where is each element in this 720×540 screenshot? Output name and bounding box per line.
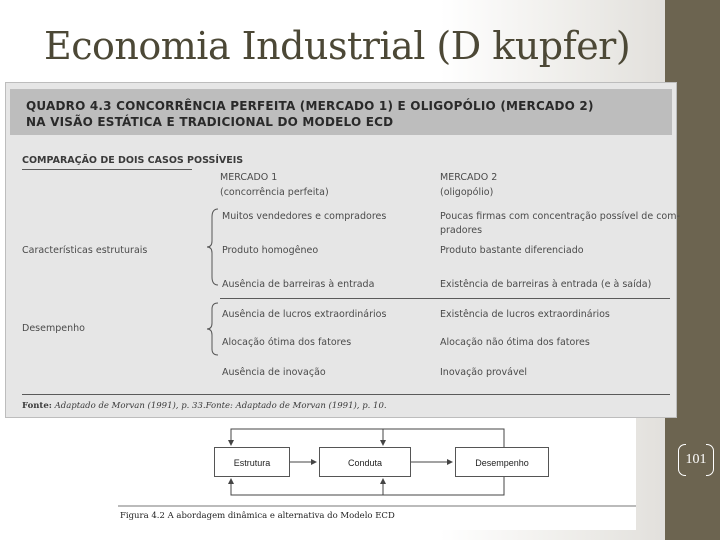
table-header [10,89,672,135]
m1-row1: Muitos vendedores e compradores [222,211,387,222]
table-header-line2: NA VISÃO ESTÁTICA E TRADICIONAL DO MODELO ECD [26,115,394,129]
performance-label: Desempenho [22,323,85,334]
structural-brace [206,207,220,287]
page-number [676,446,716,474]
box-desempenho: Desempenho [455,447,549,477]
market2-title: MERCADO 2 [440,172,498,183]
m2-row1b: pradores [440,225,483,236]
source-note [22,401,387,411]
row-separator [220,298,670,299]
table-header-line1: QUADRO 4.3 CONCORRÊNCIA PERFEITA (MERCADO 1) E OLIGOPÓLIO (MERCADO 2) [26,99,594,113]
market2-subtitle: (oligopólio) [440,187,494,198]
page-number-right-bracket [706,444,714,476]
m2-row5: Alocação não ótima dos fatores [440,337,590,348]
page-number-text: 101 [685,452,707,467]
m2-row2: Produto bastante diferenciado [440,245,584,256]
section-underline [22,169,192,170]
m1-row2: Produto homogêneo [222,245,319,256]
market1-subtitle: (concorrência perfeita) [220,187,329,198]
page-number-left-bracket [678,444,686,476]
structural-label: Características estruturais [22,245,148,256]
m2-row3: Existência de barreiras à entrada (e à saída) [440,279,652,290]
m1-row3: Ausência de barreiras à entrada [222,279,375,290]
section-title: COMPARAÇÃO DE DOIS CASOS POSSÍVEIS [22,155,244,166]
source-label: Fonte: [22,401,52,411]
m1-row5: Alocação ótima dos fatores [222,337,352,348]
slide-title: Economia Industrial (D kupfer) [44,24,631,68]
box-estrutura: Estrutura [214,447,290,477]
market1-title: MERCADO 1 [220,172,278,183]
m2-row6: Inovação provável [440,367,528,378]
m1-row4: Ausência de lucros extraordinários [222,309,387,320]
performance-brace [206,301,220,357]
quadro-table-image [5,82,680,418]
ecd-figure [118,418,636,530]
m2-row4: Existência de lucros extraordinários [440,309,610,320]
m2-row1a: Poucas firmas com concentração possível de com- [440,211,680,222]
source-text: Adaptado de Morvan (1991), p. 33.Fonte: Adaptado de Morvan (1991), p. 10. [54,401,387,411]
box-conduta: Conduta [319,447,411,477]
figure-caption: Figura 4.2 A abordagem dinâmica e alternativa do Modelo ECD [120,511,395,521]
m1-row6: Ausência de inovação [222,367,326,378]
table-bottom-rule [22,394,670,395]
